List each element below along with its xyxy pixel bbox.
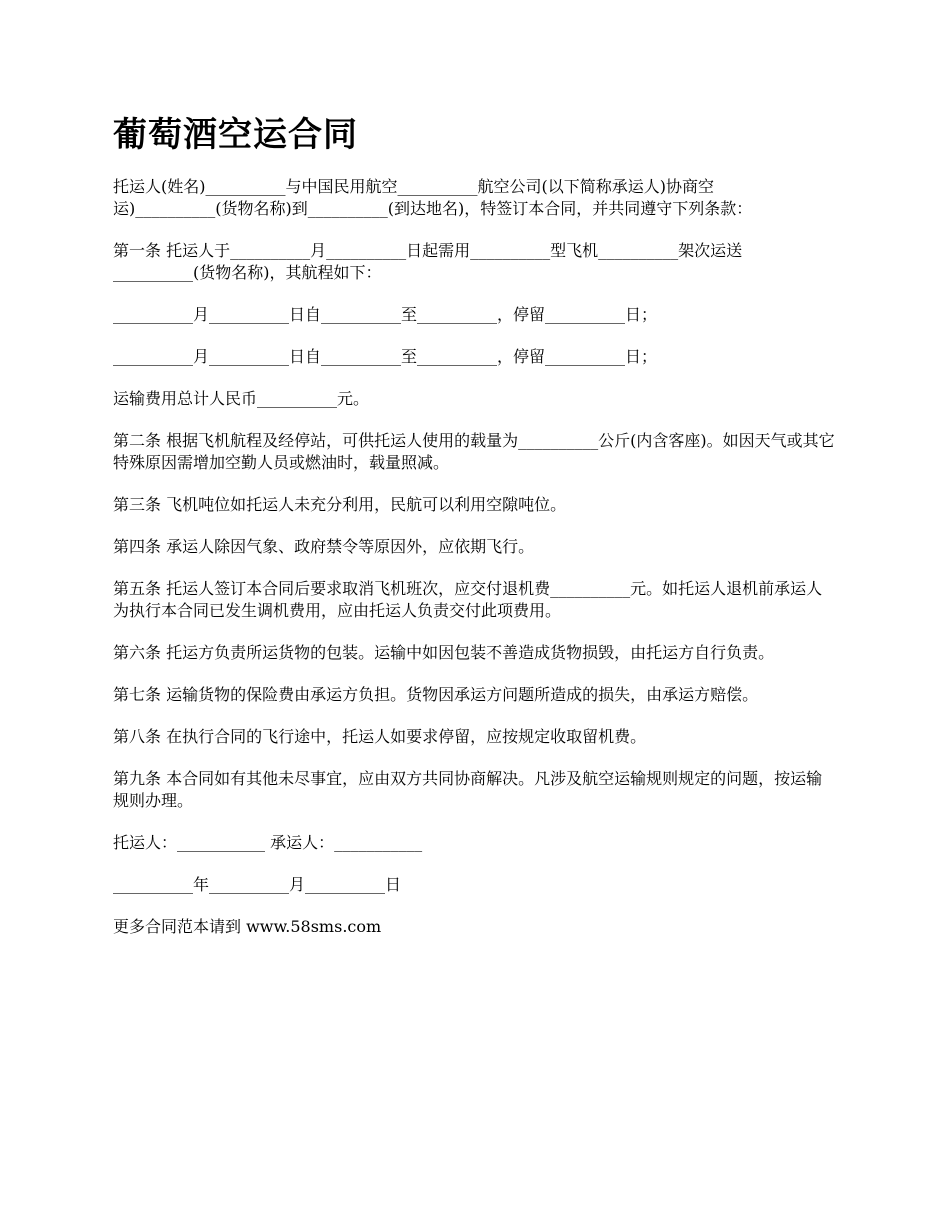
paragraph-article-3: 第三条 飞机吨位如托运人未充分利用，民航可以利用空隙吨位。: [113, 495, 567, 514]
contract-page: [113, 112, 838, 938]
footer-more-contracts: 更多合同范本请到 www.58sms.com: [113, 917, 382, 936]
paragraph-article-6: 第六条 托运方负责所运货物的包装。运输中如因包装不善造成货物损毁，由托运方自行负责。: [113, 643, 775, 662]
paragraph-route-1: __________月__________日自__________至__________，停留__________日；: [113, 305, 658, 324]
paragraph-article-7: 第七条 运输货物的保险费由承运方负担。货物因承运方问题所造成的损失，由承运方赔偿。: [113, 685, 759, 704]
paragraph-route-2: __________月__________日自__________至__________，停留__________日；: [113, 347, 658, 366]
paragraph-article-1: 第一条 托运人于__________月__________日起需用__________型飞机__________架次运送__________(货物名称)，其航程如下：: [113, 241, 743, 282]
paragraph-article-4: 第四条 承运人除因气象、政府禁令等原因外，应依期飞行。: [113, 537, 535, 556]
paragraph-article-5: 第五条 托运人签订本合同后要求取消飞机班次，应交付退机费__________元。如托运人退机前承运人为执行本合同已发生调机费用，应由托运人负责交付此项费用。: [113, 579, 823, 620]
paragraph-article-2: 第二条 根据飞机航程及经停站，可供托运人使用的载量为__________公斤(内含客座)。如因天气或其它特殊原因需增加空勤人员或燃油时，载量照减。: [113, 431, 835, 472]
paragraph-article-9: 第九条 本合同如有其他未尽事宜，应由双方共同协商解决。凡涉及航空运输规则规定的问题，按运输规则办理。: [113, 769, 823, 810]
signature-line: 托运人：___________ 承运人：___________: [113, 833, 423, 852]
paragraph-intro: 托运人(姓名)__________与中国民用航空__________航空公司(以下简称承运人)协商空运)__________(货物名称)到__________(到达地名)，特签订本合同，并共同遵守下列条款：: [113, 177, 753, 218]
document-title: 葡萄酒空运合同: [113, 115, 358, 155]
date-line: __________年__________月__________日: [113, 875, 402, 894]
paragraph-article-8: 第八条 在执行合同的飞行途中，托运人如要求停留，应按规定收取留机费。: [113, 727, 647, 746]
paragraph-total-fee: 运输费用总计人民币__________元。: [113, 389, 370, 408]
